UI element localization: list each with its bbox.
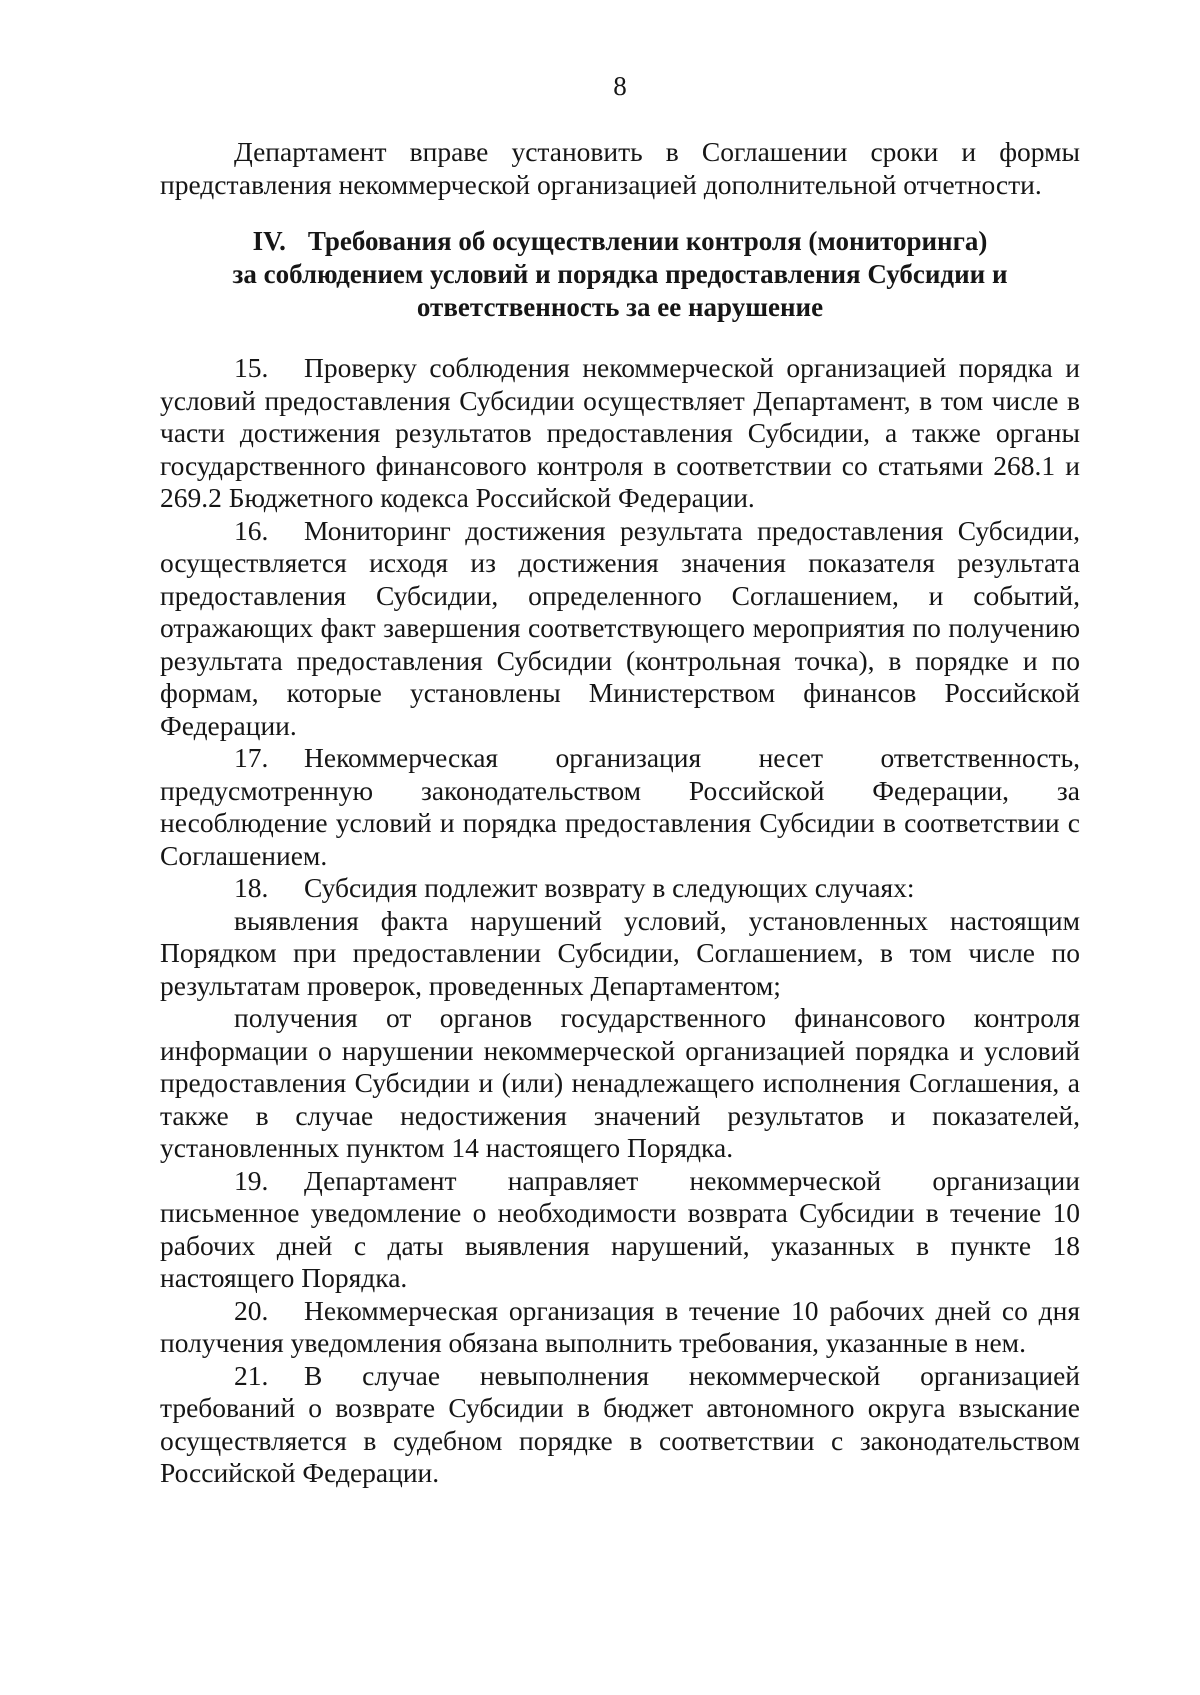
clause-text: Некоммерческая организация несет ответственность, предусмотренную законодательством Российской Федерации, за несоблюдение условий и порядка предоставления Субсидии в соответствии с Соглашением. [160,742,1080,871]
clause-text: Некоммерческая организация в течение 10 рабочих дней со дня получения уведомления обязана выполнить требования, указанные в нем. [160,1294,1080,1358]
clause-19 [160,1165,1080,1295]
section-heading [160,225,1080,324]
clause-text: В случае невыполнения некоммерческой организацией требований о возврате Субсидии в бюджет автономного округа взыскание осуществляется в судебном порядке в соответствии с законодательством Российской Федерации. [160,1359,1080,1488]
clause-18-case-2: получения от органов государственного финансового контроля информации о нарушении некоммерческой организацией порядка и условий предоставления Субсидии и (или) ненадлежащего исполнения Соглашения, а также в случае недостижения значений результатов и показателей, установленных пунктом 14 настоящего Порядка. [160,1002,1080,1163]
clause-text: Мониторинг достижения результата предоставления Субсидии, осуществляется исходя из достижения значения показателя результата предоставления Субсидии, определенного Соглашением, и событий, отражающих факт завершения соответствующего мероприятия по получению результата предоставления Субсидии (контрольная точка), в порядке и по формам, которые установлены Министерством финансов Российской Федерации. [160,514,1080,741]
page-number: 8 [613,71,627,101]
section-title-text-1: Требования об осуществлении контроля (мониторинга) [307,226,988,256]
section-number: IV. [252,226,286,256]
clause-text: Субсидия подлежит возврату в следующих случаях: [304,872,915,903]
section-title-line-2: за соблюдением условий и порядка предоставления Субсидии и [232,259,1008,289]
clause-17 [160,742,1080,872]
clause-number: 15. [234,352,269,383]
clause-number: 19. [234,1164,269,1196]
clause-20 [160,1295,1080,1360]
clause-18 [160,872,1080,905]
clause-number: 18. [234,872,269,903]
section-title-line-1 [160,225,1080,258]
clause-number: 17. [234,742,269,773]
document-page [160,70,1080,1490]
clause-number: 16. [234,514,269,546]
section-title-line-3: ответственность за ее нарушение [416,292,824,322]
intro-paragraph: Департамент вправе установить в Соглашении сроки и формы представления некоммерческой организацией дополнительной отчетности. [160,136,1080,200]
clause-21 [160,1360,1080,1490]
clause-18-case-1: выявления факта нарушений условий, установленных настоящим Порядком при предоставлении Субсидии, Соглашением, в том числе по результатам проверок, проведенных Департаментом; [160,904,1080,1001]
clause-text: Проверку соблюдения некоммерческой организацией порядка и условий предоставления Субсидии осуществляет Департамент, в том числе в части достижения результатов предоставления Субсидии, а также органы государственного финансового контроля в соответствии со статьями 268.1 и 269.2 Бюджетного кодекса Российской Федерации. [160,352,1080,513]
clause-number: 21. [234,1359,269,1391]
clause-16 [160,515,1080,743]
clause-text: Департамент направляет некоммерческой организации письменное уведомление о необходимости возврата Субсидии в течение 10 рабочих дней с даты выявления нарушений, указанных в пункте 18 настоящего Порядка. [160,1164,1080,1293]
clause-number: 20. [234,1294,269,1326]
clause-15 [160,352,1080,515]
